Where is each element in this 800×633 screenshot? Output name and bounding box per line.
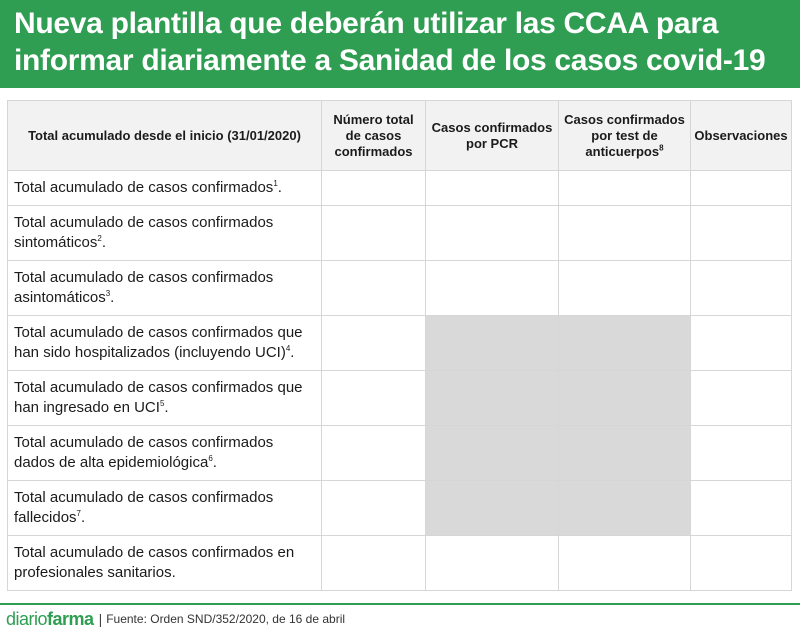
cell-pcr (426, 536, 559, 591)
cell-numero-total (322, 316, 426, 371)
cell-anticuerpos (559, 536, 691, 591)
column-header-observaciones: Observaciones (691, 101, 792, 171)
diariofarma-logo (6, 609, 94, 630)
cell-observaciones (691, 426, 792, 481)
source-text: Fuente: Orden SND/352/2020, de 16 de abril (106, 612, 346, 626)
footer-divider (0, 603, 800, 605)
footnote-marker: 8 (659, 143, 664, 153)
table-row (8, 426, 792, 481)
cell-numero-total (322, 171, 426, 206)
cell-pcr (426, 261, 559, 316)
cell-observaciones (691, 261, 792, 316)
row-label-text: Total acumulado de casos confirmados en profesionales sanitarios. (14, 544, 295, 581)
column-header-anticuerpos-label: Casos confirmados por test de anticuerpos (564, 111, 685, 159)
cell-pcr (426, 316, 559, 371)
cell-observaciones (691, 171, 792, 206)
footer (6, 609, 345, 629)
cell-observaciones (691, 316, 792, 371)
row-label (8, 426, 322, 481)
cell-observaciones (691, 371, 792, 426)
column-header-numero-total: Número total de casos confirmados (322, 101, 426, 171)
cell-pcr (426, 371, 559, 426)
row-label-text: Total acumulado de casos confirmados asintomáticos (14, 269, 274, 306)
row-label-period: . (164, 399, 169, 416)
row-label-text: Total acumulado de casos confirmados sintomáticos (14, 214, 274, 251)
cell-anticuerpos (559, 206, 691, 261)
cell-anticuerpos (559, 316, 691, 371)
table-row (8, 316, 792, 371)
cell-numero-total (322, 481, 426, 536)
row-label (8, 371, 322, 426)
cell-anticuerpos (559, 481, 691, 536)
cell-numero-total (322, 426, 426, 481)
footer-separator: | (98, 611, 103, 627)
cell-observaciones (691, 206, 792, 261)
cell-anticuerpos (559, 371, 691, 426)
row-label (8, 261, 322, 316)
row-label (8, 536, 322, 591)
row-label-period: . (212, 454, 217, 471)
row-label-text: Total acumulado de casos confirmados (14, 179, 274, 196)
row-label-text: Total acumulado de casos confirmados que han sido hospitalizados (incluyendo UCI) (14, 324, 303, 361)
cell-numero-total (322, 371, 426, 426)
footnote-marker: 5 (159, 399, 165, 408)
cell-observaciones (691, 481, 792, 536)
cell-observaciones (691, 536, 792, 591)
footnote-marker: 1 (273, 179, 278, 188)
page-title (14, 5, 786, 79)
template-table (7, 100, 792, 591)
cell-anticuerpos (559, 426, 691, 481)
row-label (8, 206, 322, 261)
cell-pcr (426, 206, 559, 261)
column-header-anticuerpos (559, 101, 691, 171)
row-label-text: Total acumulado de casos confirmados que han ingresado en UCI (14, 379, 303, 416)
cell-anticuerpos (559, 171, 691, 206)
cell-pcr (426, 426, 559, 481)
row-label (8, 481, 322, 536)
title-line-1: Nueva plantilla que deberán utilizar las CCAA para (14, 7, 719, 40)
footnote-marker: 2 (97, 234, 102, 243)
row-label (8, 316, 322, 371)
row-label-period: . (277, 179, 282, 196)
footnote-marker: 3 (105, 289, 111, 298)
footnote-marker: 6 (208, 454, 213, 463)
cell-pcr (426, 481, 559, 536)
table-row (8, 371, 792, 426)
table-row (8, 171, 792, 206)
row-label-period: . (81, 509, 86, 526)
table-row (8, 536, 792, 591)
row-label-period: . (101, 234, 106, 251)
row-label (8, 171, 322, 206)
cell-anticuerpos (559, 261, 691, 316)
column-header-pcr: Casos confirmados por PCR (426, 101, 559, 171)
row-label-text: Total acumulado de casos confirmados fallecidos (14, 489, 274, 526)
footnote-marker: 4 (285, 344, 291, 353)
column-header-total-acumulado: Total acumulado desde el inicio (31/01/2020) (8, 101, 322, 171)
table-row (8, 206, 792, 261)
logo-part-farma: farma (47, 608, 94, 629)
footnote-marker: 7 (76, 509, 81, 518)
cell-pcr (426, 171, 559, 206)
cell-numero-total (322, 206, 426, 261)
table-row (8, 481, 792, 536)
title-line-2: informar diariamente a Sanidad de los casos covid-19 (14, 44, 766, 77)
header-banner (0, 0, 800, 88)
table-header-row (8, 101, 792, 171)
cell-numero-total (322, 536, 426, 591)
cell-numero-total (322, 261, 426, 316)
row-label-text: Total acumulado de casos confirmados dados de alta epidemiológica (14, 434, 274, 471)
row-label-period: . (110, 289, 115, 306)
logo-part-diario: diario (6, 608, 48, 629)
row-label-period: . (290, 344, 295, 361)
table-row (8, 261, 792, 316)
